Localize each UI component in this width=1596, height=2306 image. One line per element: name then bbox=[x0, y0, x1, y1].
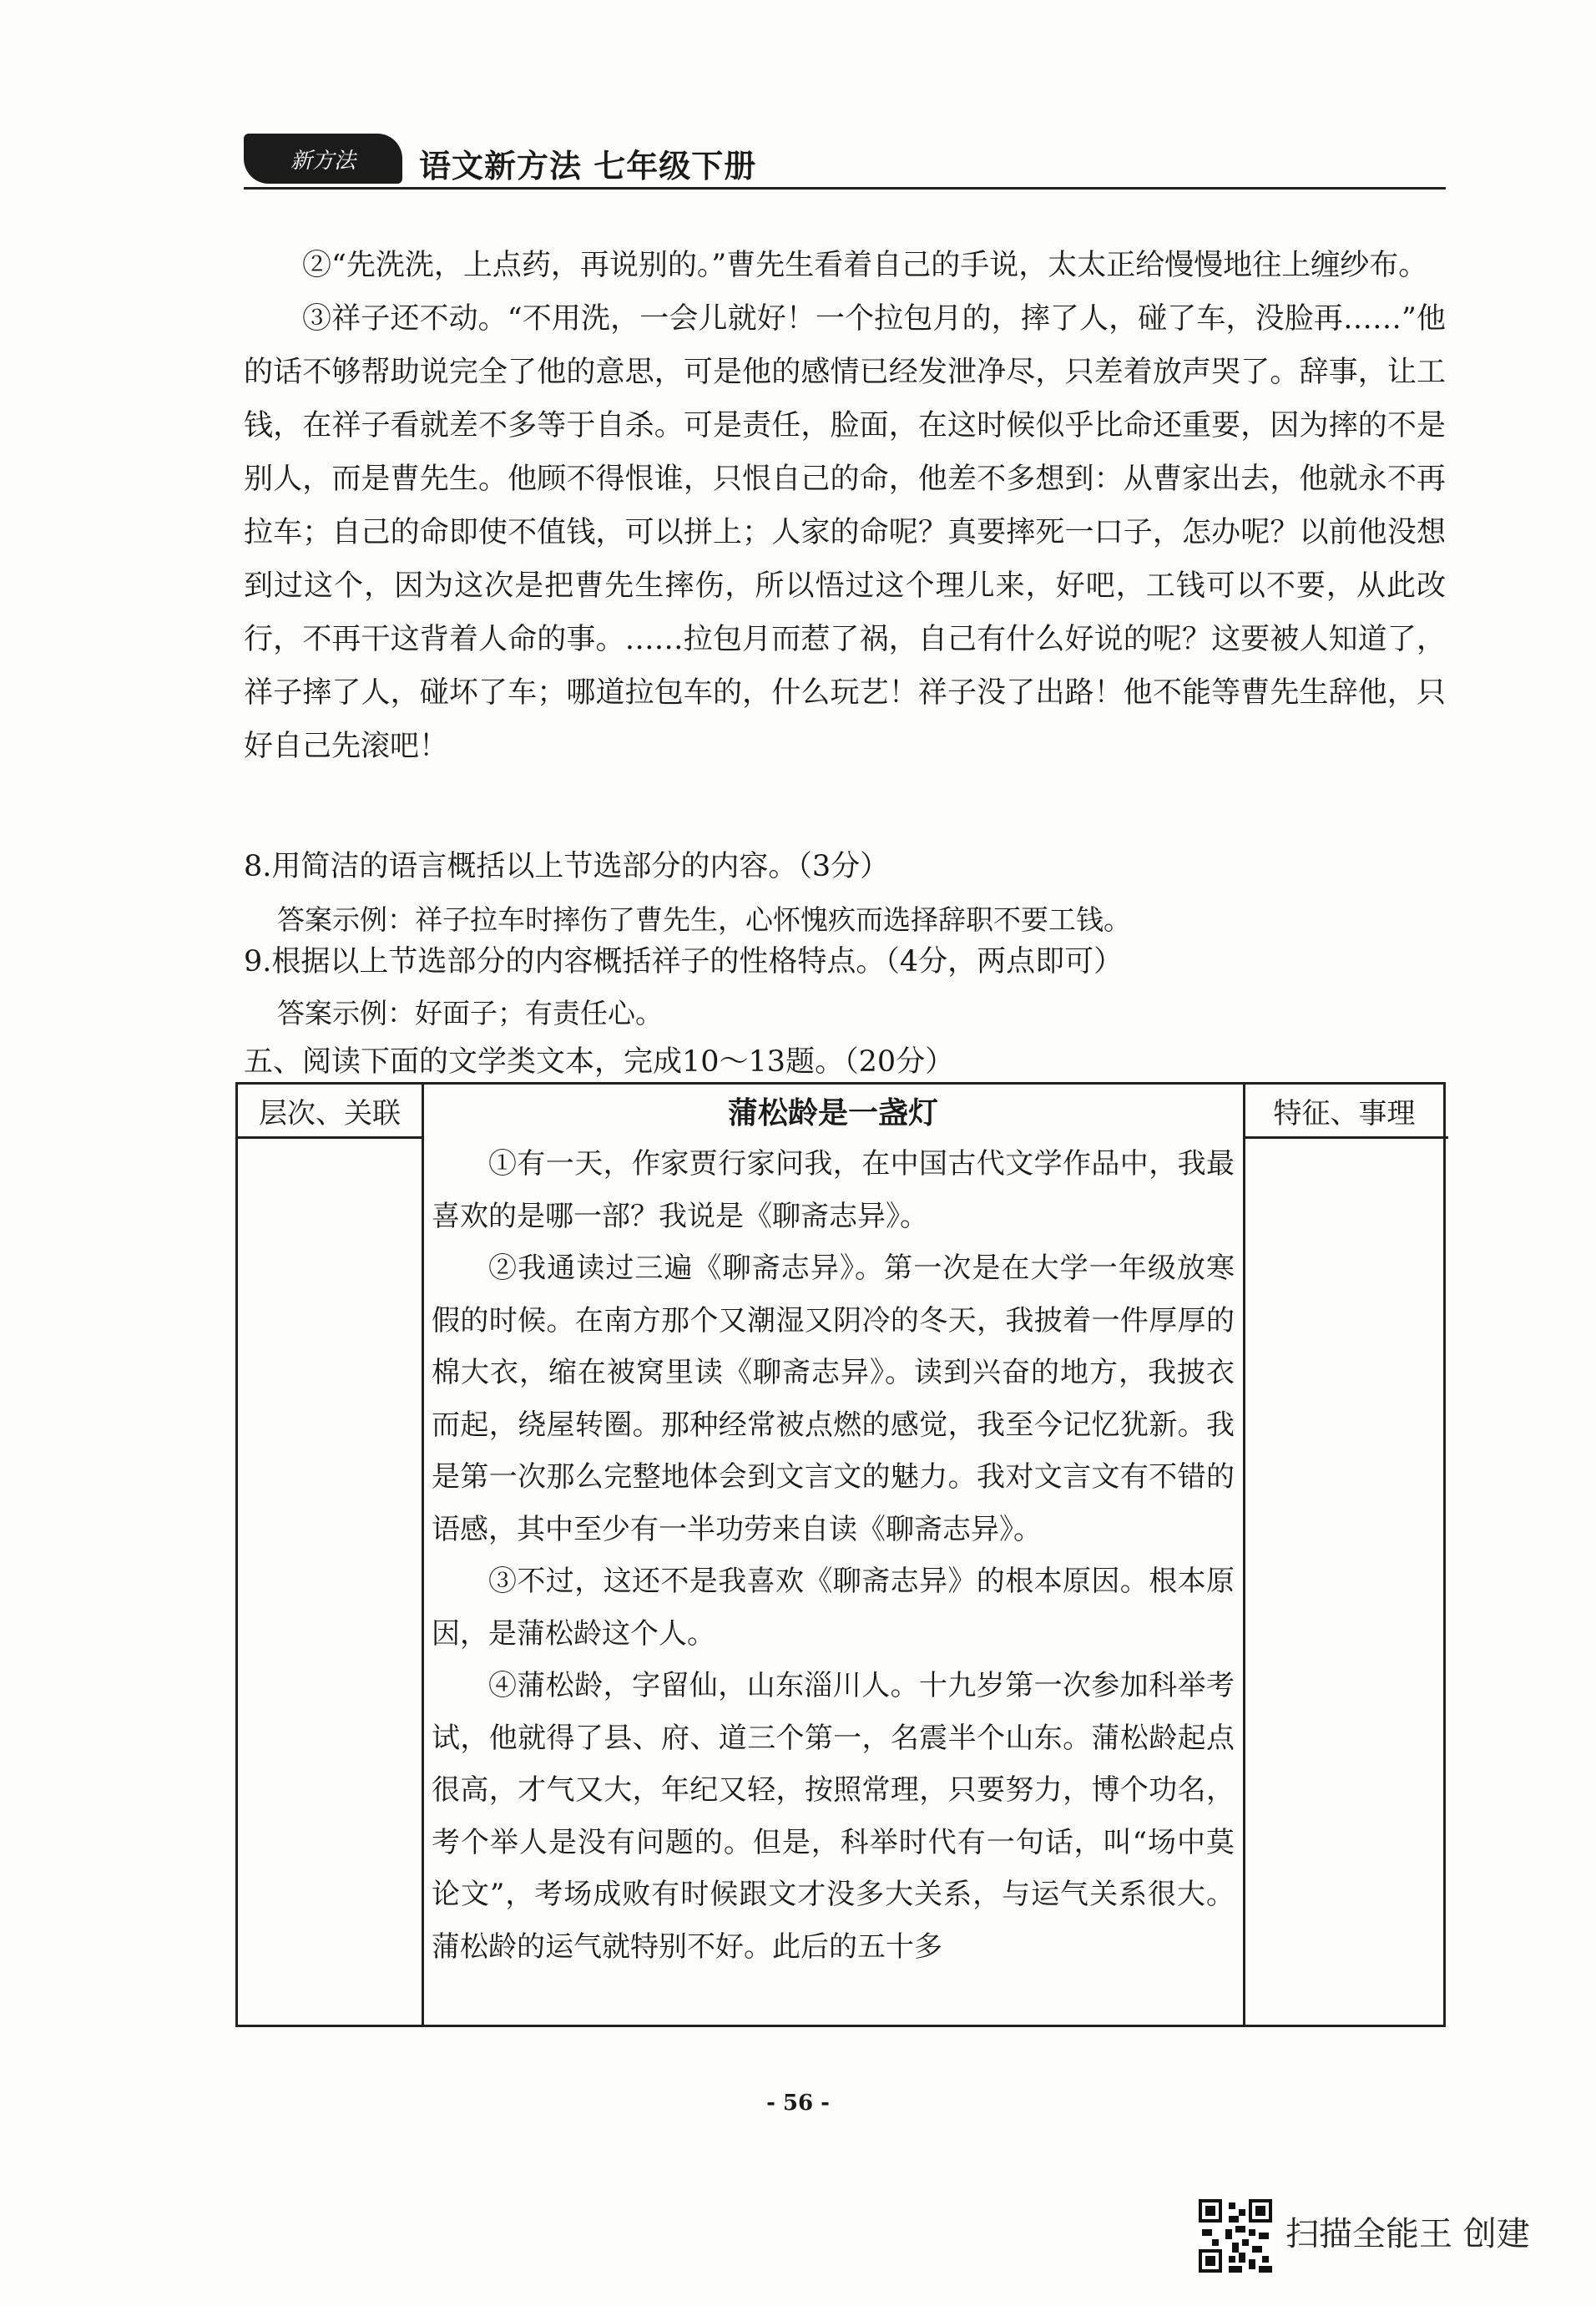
header-row-divider bbox=[238, 1136, 422, 1139]
article-paragraph: ②我通读过三遍《聊斋志异》。第一次是在大学一年级放寒假的时候。在南方那个又潮湿又阴冷的冬天，我披着一件厚厚的棉大衣，缩在被窝里读《聊斋志异》。读到兴奋的地方，我披衣而起，绕屋转圈。那种经常被点燃的感觉，我至今记忆犹新。我是第一次那么完整地体会到文言文的魅力。我对文言文有不错的语感，其中至少有一半功劳来自读《聊斋志异》。 bbox=[432, 1252, 1235, 1546]
reading-table bbox=[235, 1082, 1446, 2027]
header-row-divider bbox=[1243, 1136, 1448, 1139]
column-header-left: 层次、关联 bbox=[259, 1096, 401, 1130]
answer-9: 答案示例：好面子；有责任心。 bbox=[277, 997, 663, 1029]
book-title: 语文新方法 七年级下册 bbox=[419, 147, 757, 185]
article-paragraph: ③不过，这还不是我喜欢《聊斋志异》的根本原因。根本原因，是蒲松龄这个人。 bbox=[432, 1565, 1235, 1651]
series-logo bbox=[244, 134, 402, 184]
excerpt-paragraph: ②“先洗洗，上点药，再说别的。”曹先生看着自己的手说，太太正给慢慢地往上缠纱布。 bbox=[302, 249, 1428, 282]
question-8: 8.用简洁的语言概括以上节选部分的内容。（3分） bbox=[244, 850, 890, 883]
article-paragraph: ④蒲松龄，字留仙，山东淄川人。十九岁第一次参加科举考试，他就得了县、府、道三个第一，名震半个山东。蒲松龄起点很高，才气又大，年纪又轻，按照常理，只要努力，博个功名，考个举人是没有问题的。但是，科举时代有一句话，叫“场中莫论文”，考场成败有时候跟文才没多大关系，与运气关系很大。蒲松龄的运气就特别不好。此后的五十多 bbox=[432, 1669, 1235, 1964]
qr-code-icon bbox=[1199, 2199, 1272, 2273]
logo-text: 新方法 bbox=[290, 148, 356, 174]
column-header-right: 特征、事理 bbox=[1273, 1096, 1416, 1130]
page-header bbox=[244, 134, 1446, 189]
article-body bbox=[432, 1138, 1235, 1973]
header-divider bbox=[244, 187, 1446, 190]
excerpt-paragraph: ③祥子还不动。“不用洗，一会儿就好！一个拉包月的，摔了人，碰了车，没脸再……”他的话不够帮助说完全了他的意思，可是他的感情已经发泄净尽，只差着放声哭了。辞事，让工钱，在祥子看就差不多等于自杀。可是责任，脸面，在这时候似乎比命还重要，因为摔的不是别人，而是曹先生。他顾不得恨谁，只恨自己的命，他差不多想到：从曹家出去，他就永不再拉车；自己的命即使不值钱，可以拼上；人家的命呢？真要摔死一口子，怎办呢？以前他没想到过这个，因为这次是把曹先生摔伤，所以悟过这个理儿来，好吧，工钱可以不要，从此改行，不再干这背着人命的事。……拉包月而惹了祸，自己有什么好说的呢？这要被人知道了，祥子摔了人，碰坏了车；哪道拉包车的，什么玩艺！祥子没了出路！他不能等曹先生辞他，只好自己先滚吧！ bbox=[244, 302, 1446, 763]
scanner-watermark: 扫描全能王 创建 bbox=[1285, 2215, 1530, 2253]
article-title: 蒲松龄是一盏灯 bbox=[727, 1095, 938, 1130]
section-heading: 五、阅读下面的文学类文本，完成10～13题。（20分） bbox=[244, 1045, 955, 1079]
page-number: - 56 - bbox=[766, 2091, 830, 2116]
column-divider bbox=[422, 1085, 424, 2025]
question-9: 9.根据以上节选部分的内容概括祥子的性格特点。（4分，两点即可） bbox=[244, 945, 1124, 979]
novel-excerpt bbox=[244, 239, 1446, 773]
answer-8: 答案示例：祥子拉车时摔伤了曹先生，心怀愧疚而选择辞职不要工钱。 bbox=[277, 903, 1131, 936]
article-paragraph: ①有一天，作家贾行家问我，在中国古代文学作品中，我最喜欢的是哪一部？我说是《聊斋志异》。 bbox=[432, 1147, 1235, 1233]
column-divider bbox=[1243, 1085, 1245, 2025]
